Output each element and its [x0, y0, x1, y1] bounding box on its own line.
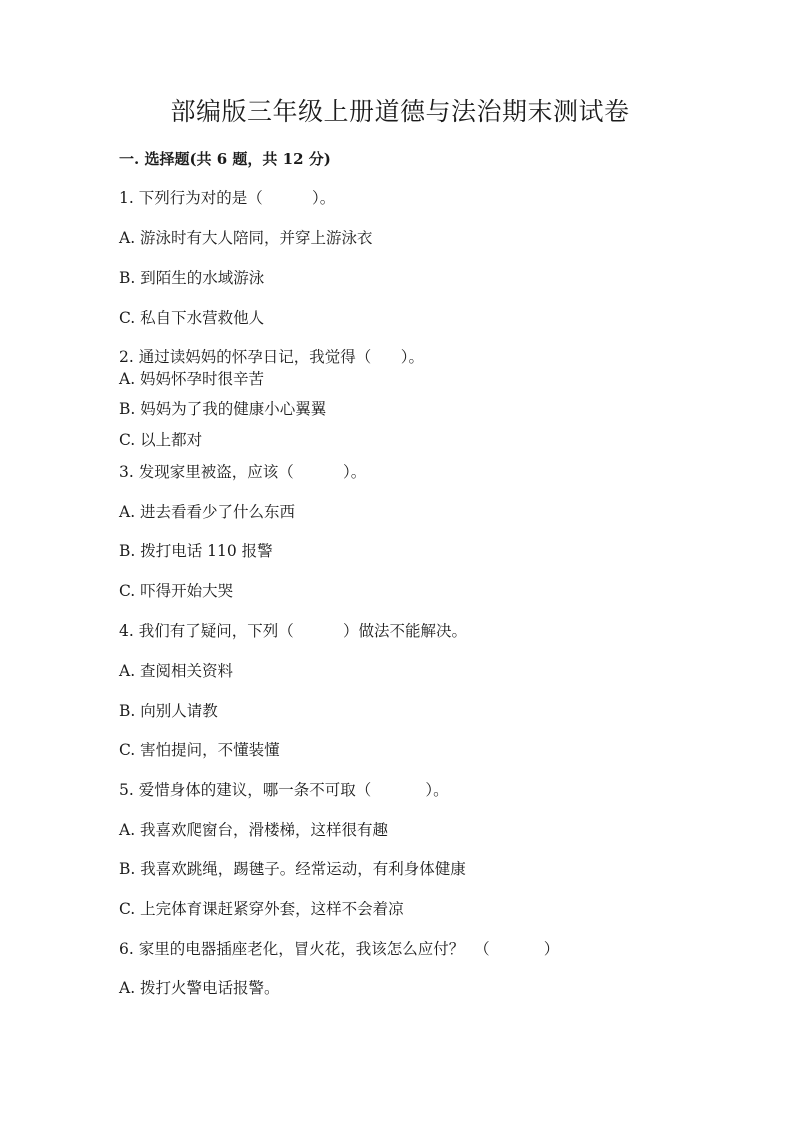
question-option: A. 进去看看少了什么东西	[119, 503, 296, 521]
question-option: A. 查阅相关资料	[119, 662, 234, 680]
section-heading: 一. 选择题(共 6 题，共 12 分)	[119, 150, 331, 168]
page-title: 部编版三年级上册道德与法治期末测试卷	[170, 97, 630, 126]
question-option: C. 吓得开始大哭	[119, 582, 234, 600]
question-option: C. 上完体育课赶紧穿外套，这样不会着凉	[119, 900, 404, 918]
question-option: B. 到陌生的水域游泳	[119, 269, 265, 287]
question-option: A. 游泳时有大人陪同，并穿上游泳衣	[119, 229, 373, 247]
question-stem: 4. 我们有了疑问，下列（ ）做法不能解决。	[119, 622, 467, 640]
question-option: B. 我喜欢跳绳，踢毽子。经常运动，有利身体健康	[119, 860, 466, 878]
question-option: B. 拨打电话 110 报警	[119, 542, 273, 560]
question-option: B. 妈妈为了我的健康小心翼翼	[119, 400, 327, 418]
question-stem: 1. 下列行为对的是（ ）。	[119, 189, 336, 207]
question-option: C. 私自下水营救他人	[119, 309, 265, 327]
question-option: B. 向别人请教	[119, 702, 218, 720]
question-stem: 3. 发现家里被盗，应该（ ）。	[119, 463, 367, 481]
question-option: A. 妈妈怀孕时很辛苦	[119, 370, 265, 388]
question-option: C. 以上都对	[119, 431, 203, 449]
question-option: C. 害怕提问，不懂装懂	[119, 741, 280, 759]
question-stem: 2. 通过读妈妈的怀孕日记，我觉得（ ）。	[119, 348, 425, 366]
question-option: A. 我喜欢爬窗台，滑楼梯，这样很有趣	[119, 821, 389, 839]
question-stem: 6. 家里的电器插座老化，冒火花，我该怎么应付？ （ ）	[119, 940, 560, 958]
question-option: A. 拨打火警电话报警。	[119, 979, 280, 997]
question-stem: 5. 爱惜身体的建议，哪一条不可取（ ）。	[119, 781, 449, 799]
